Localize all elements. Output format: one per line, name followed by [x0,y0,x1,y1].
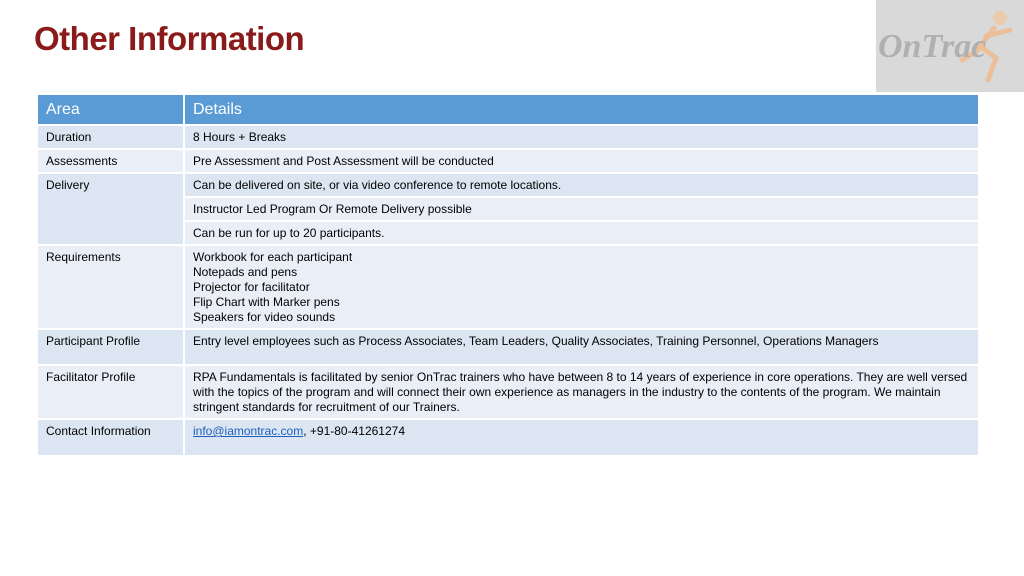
page-title: Other Information [34,20,305,57]
area-cell: Delivery [38,173,184,245]
table-header-row [38,95,979,125]
table-row-duration [38,125,979,149]
logo-text: OnTrac [878,28,987,65]
phone-number: , +91-80-41261274 [303,424,405,438]
details-cell: Entry level employees such as Process Associates, Team Leaders, Quality Associates, Training Personnel, Operations Managers [184,329,979,365]
email-link[interactable]: info@iamontrac.com [193,424,304,438]
requirement-item: Speakers for video sounds [193,310,336,324]
area-cell: Participant Profile [38,329,184,365]
table-row-contact-information [38,419,979,455]
area-cell: Requirements [38,245,184,329]
details-cell: Can be delivered on site, or via video conference to remote locations. [184,173,979,197]
requirement-item: Flip Chart with Marker pens [193,295,340,309]
table-row-requirements [38,245,979,329]
details-cell: RPA Fundamentals is facilitated by senior OnTrac trainers who have between 8 to 14 years of experience in core operations. They are well versed with the topics of the program and will connect their own experience as managers in the industry to the contents of the program. We maintain stringent standards for recruitment of our Trainers. [184,365,979,419]
requirement-item: Projector for facilitator [193,280,310,294]
area-cell: Assessments [38,149,184,173]
table-row-facilitator-profile [38,365,979,419]
information-table [38,95,980,455]
header-details: Details [184,95,979,125]
table-row-assessments [38,149,979,173]
table-row-participant-profile [38,329,979,365]
requirement-item: Workbook for each participant [193,250,353,264]
table-row-delivery [38,173,979,197]
details-cell: Can be run for up to 20 participants. [184,221,979,245]
details-cell: 8 Hours + Breaks [184,125,979,149]
details-cell [184,245,979,329]
area-cell: Contact Information [38,419,184,455]
details-cell: Pre Assessment and Post Assessment will be conducted [184,149,979,173]
ontrac-logo [876,0,1024,92]
area-cell: Facilitator Profile [38,365,184,419]
details-cell: Instructor Led Program Or Remote Delivery possible [184,197,979,221]
requirement-item: Notepads and pens [193,265,298,279]
header-area: Area [38,95,184,125]
area-cell: Duration [38,125,184,149]
details-cell [184,419,979,455]
